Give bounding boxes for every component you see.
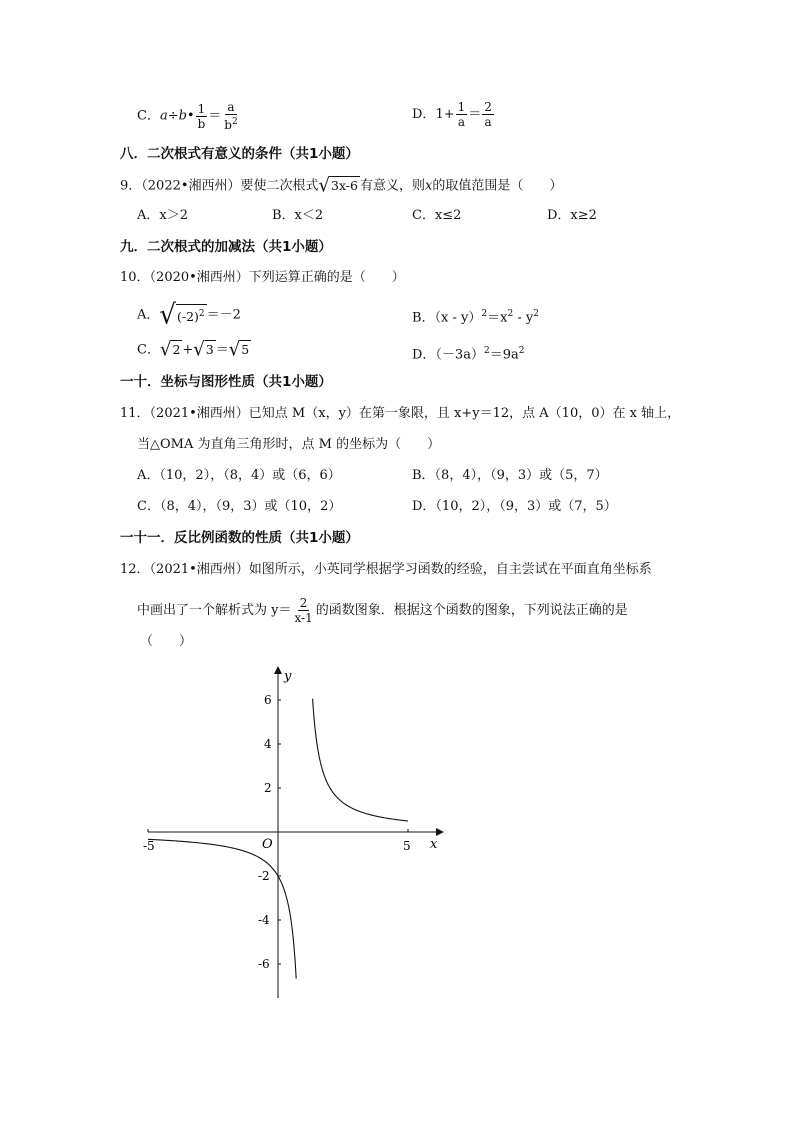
expression: ＝x bbox=[487, 310, 508, 326]
q11-stem-line2: 当△OMA 为直角三角形时，点 M 的坐标为（ ） bbox=[137, 437, 441, 452]
radical-sign: √ bbox=[159, 299, 176, 331]
y-tick-label: -2 bbox=[258, 869, 270, 883]
q12-stem-line2 bbox=[137, 596, 628, 625]
q11-stem-line1: 11．（2021•湘西州）已知点 M（x，y）在第一象限，且 x+y＝12，点 A（10，0）在 x 轴上， bbox=[120, 406, 681, 421]
q10-option-b bbox=[412, 305, 539, 327]
q8-option-c bbox=[137, 100, 241, 132]
section-heading: 一十．坐标与图形性质（共1小题） bbox=[120, 374, 332, 390]
expression: ＝9a bbox=[489, 347, 519, 363]
q11-option-b: B．（8，4），（9，3）或（5，7） bbox=[412, 468, 608, 483]
numerator: 1 bbox=[197, 101, 206, 116]
q9-stem bbox=[120, 176, 562, 196]
exponent: 2 bbox=[198, 309, 205, 319]
y-tick-label: -4 bbox=[258, 913, 270, 927]
section-heading: 八．二次根式有意义的条件（共1小题） bbox=[120, 146, 359, 162]
radicand: 2 bbox=[171, 340, 182, 360]
equals: ＝ bbox=[215, 342, 229, 358]
q11-option-c: C．（8，4），（9，3）或（10，2） bbox=[137, 499, 342, 514]
numerator: a bbox=[227, 100, 235, 114]
stem-text: 有意义，则 bbox=[359, 178, 425, 194]
radical-sign: √ bbox=[159, 338, 172, 361]
radical-sign: √ bbox=[193, 338, 205, 361]
x-axis-label: x bbox=[430, 837, 438, 852]
numerator: 2 bbox=[299, 596, 308, 610]
option-label: A． bbox=[137, 307, 160, 323]
y-tick-label: 6 bbox=[264, 693, 272, 707]
function-graph bbox=[130, 660, 460, 1005]
q8-option-d bbox=[412, 100, 495, 129]
expression: D．（－3a） bbox=[412, 347, 484, 363]
radicand-base: (-2) bbox=[176, 309, 199, 325]
expression: - y bbox=[513, 310, 534, 326]
y-tick-label: 4 bbox=[264, 737, 272, 751]
denominator bbox=[222, 115, 239, 132]
stem-text: 9．（2022•湘西州）要使二次根式 bbox=[120, 178, 319, 194]
expression: 1+ bbox=[435, 107, 455, 122]
numerator: 1 bbox=[457, 100, 466, 114]
equals: ＝ bbox=[468, 107, 482, 122]
y-tick-label: 2 bbox=[264, 781, 272, 795]
denominator: b bbox=[197, 116, 206, 131]
expression: ＝－2 bbox=[206, 307, 241, 323]
radicand: 3 bbox=[205, 340, 216, 360]
q12-answer-blank: （ ） bbox=[140, 634, 193, 649]
radical-sign: √ bbox=[228, 338, 241, 361]
denominator-base: b bbox=[224, 118, 232, 132]
exponent: 2 bbox=[533, 309, 539, 319]
fraction bbox=[482, 100, 494, 129]
q11-option-d: D．（10，2），（9，3）或（7，5） bbox=[412, 499, 617, 514]
stem-text: 中画出了一个解析式为 y＝ bbox=[137, 603, 292, 618]
y-tick-label: -6 bbox=[258, 957, 270, 971]
q9-option-a: A．x＞2 bbox=[137, 208, 188, 223]
expression: a÷b• bbox=[159, 108, 195, 124]
radical bbox=[159, 299, 206, 331]
radical bbox=[193, 340, 215, 360]
equals: ＝ bbox=[208, 108, 222, 124]
section-heading: 九．二次根式的加减法（共1小题） bbox=[120, 239, 332, 255]
expression: B．（x - y） bbox=[412, 310, 482, 326]
radicand: 5 bbox=[240, 340, 251, 360]
x-tick-label: 5 bbox=[403, 839, 411, 853]
denominator: x-1 bbox=[294, 611, 313, 625]
stem-text: 的函数图象．根据这个函数的图象，下列说法正确的是 bbox=[315, 603, 628, 618]
variable: x bbox=[425, 178, 433, 194]
exponent: 2 bbox=[518, 346, 525, 356]
radical bbox=[160, 340, 182, 360]
denominator: a bbox=[484, 115, 492, 129]
stem-text: 的取值范围是（ ） bbox=[432, 178, 563, 194]
radicand: 3x-6 bbox=[330, 176, 360, 196]
q11-option-a: A．（10，2），（8，4）或（6，6） bbox=[137, 468, 341, 483]
curve-left-branch bbox=[148, 839, 296, 978]
fraction bbox=[456, 100, 468, 129]
q10-option-c bbox=[137, 340, 251, 360]
q10-option-a bbox=[137, 299, 241, 331]
origin-label: O bbox=[262, 837, 273, 852]
y-axis-label: y bbox=[284, 669, 292, 684]
radicand bbox=[176, 304, 207, 328]
exponent: 2 bbox=[231, 117, 238, 127]
x-tick-label: -5 bbox=[143, 839, 155, 853]
fraction bbox=[196, 102, 208, 131]
exponent: 2 bbox=[483, 346, 490, 356]
option-label: D． bbox=[412, 107, 436, 122]
exponent: 2 bbox=[481, 309, 488, 319]
q9-option-c: C．x≤2 bbox=[412, 208, 462, 223]
section-heading: 一十一．反比例函数的性质（共1小题） bbox=[120, 530, 359, 546]
curve-right-branch bbox=[313, 699, 408, 821]
q10-stem: 10．（2020•湘西州）下列运算正确的是（ ） bbox=[120, 270, 405, 285]
q12-stem-line1: 12．（2021•湘西州）如图所示，小英同学根据学习函数的经验，自主尝试在平面直角坐标系 bbox=[120, 562, 652, 577]
fraction bbox=[222, 100, 239, 132]
q9-option-b: B．x＜2 bbox=[272, 208, 324, 223]
radical-sign: √ bbox=[318, 174, 331, 197]
exponent: 2 bbox=[507, 309, 514, 319]
numerator: 2 bbox=[484, 100, 492, 114]
q10-option-d bbox=[412, 342, 524, 364]
option-label: C． bbox=[137, 108, 160, 124]
q9-option-d: D．x≥2 bbox=[547, 208, 597, 223]
option-label: C． bbox=[137, 342, 160, 358]
radical bbox=[229, 340, 251, 360]
fraction bbox=[292, 596, 314, 625]
operator: + bbox=[182, 342, 194, 358]
radical bbox=[319, 176, 360, 196]
denominator: a bbox=[457, 115, 465, 129]
